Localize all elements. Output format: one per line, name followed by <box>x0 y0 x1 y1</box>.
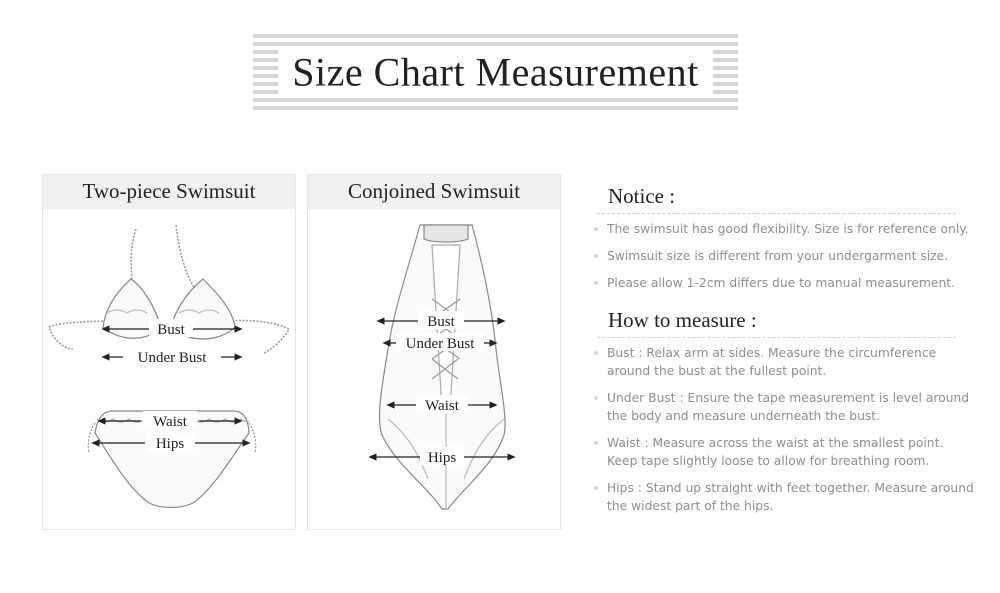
item-line: Waist : Measure across the waist at the smallest point. <box>607 436 944 450</box>
label-bust: Bust <box>427 314 455 330</box>
conjoined-panel <box>307 174 561 530</box>
list-item: The swimsuit has good flexibility. Size is for reference only. <box>597 220 977 238</box>
list-item <box>597 434 977 470</box>
label-under-bust: Under Bust <box>137 350 207 366</box>
how-to-list <box>597 344 977 515</box>
item-line: the widest part of the hips. <box>607 499 774 513</box>
notice-list <box>597 220 977 292</box>
title-container <box>253 47 738 98</box>
item-line: Hips : Stand up straight with feet together. Measure around <box>607 481 974 495</box>
item-line: around the bust at the fullest point. <box>607 364 827 378</box>
title-banner <box>253 34 738 110</box>
list-item <box>597 479 977 515</box>
label-waist: Waist <box>425 398 459 414</box>
item-line: the body and measure underneath the bust. <box>607 409 881 423</box>
list-item <box>597 389 977 425</box>
label-under-bust: Under Bust <box>405 336 475 352</box>
label-bust: Bust <box>157 322 185 338</box>
page-title: Size Chart Measurement <box>278 47 712 98</box>
list-item: Please allow 1-2cm differs due to manual measurement. <box>597 274 977 292</box>
label-hips: Hips <box>427 450 457 466</box>
list-item <box>597 344 977 380</box>
swimsuit-body <box>380 225 506 509</box>
two-piece-panel <box>42 174 296 530</box>
conjoined-illustration <box>308 209 560 529</box>
item-line: Under Bust : Ensure the tape measurement is level around <box>607 391 970 405</box>
two-piece-illustration <box>43 209 295 529</box>
conjoined-heading: Conjoined Swimsuit <box>308 175 560 209</box>
notice-heading: Notice : <box>597 184 956 214</box>
label-hips: Hips <box>155 436 185 452</box>
two-piece-heading: Two-piece Swimsuit <box>43 175 295 209</box>
info-column <box>597 184 977 524</box>
how-to-heading: How to measure : <box>597 308 956 338</box>
label-waist: Waist <box>153 414 187 430</box>
item-line: Bust : Relax arm at sides. Measure the circumference <box>607 346 937 360</box>
list-item: Swimsuit size is different from your undergarment size. <box>597 247 977 265</box>
item-line: Keep tape slightly loose to allow for breathing room. <box>607 454 930 468</box>
